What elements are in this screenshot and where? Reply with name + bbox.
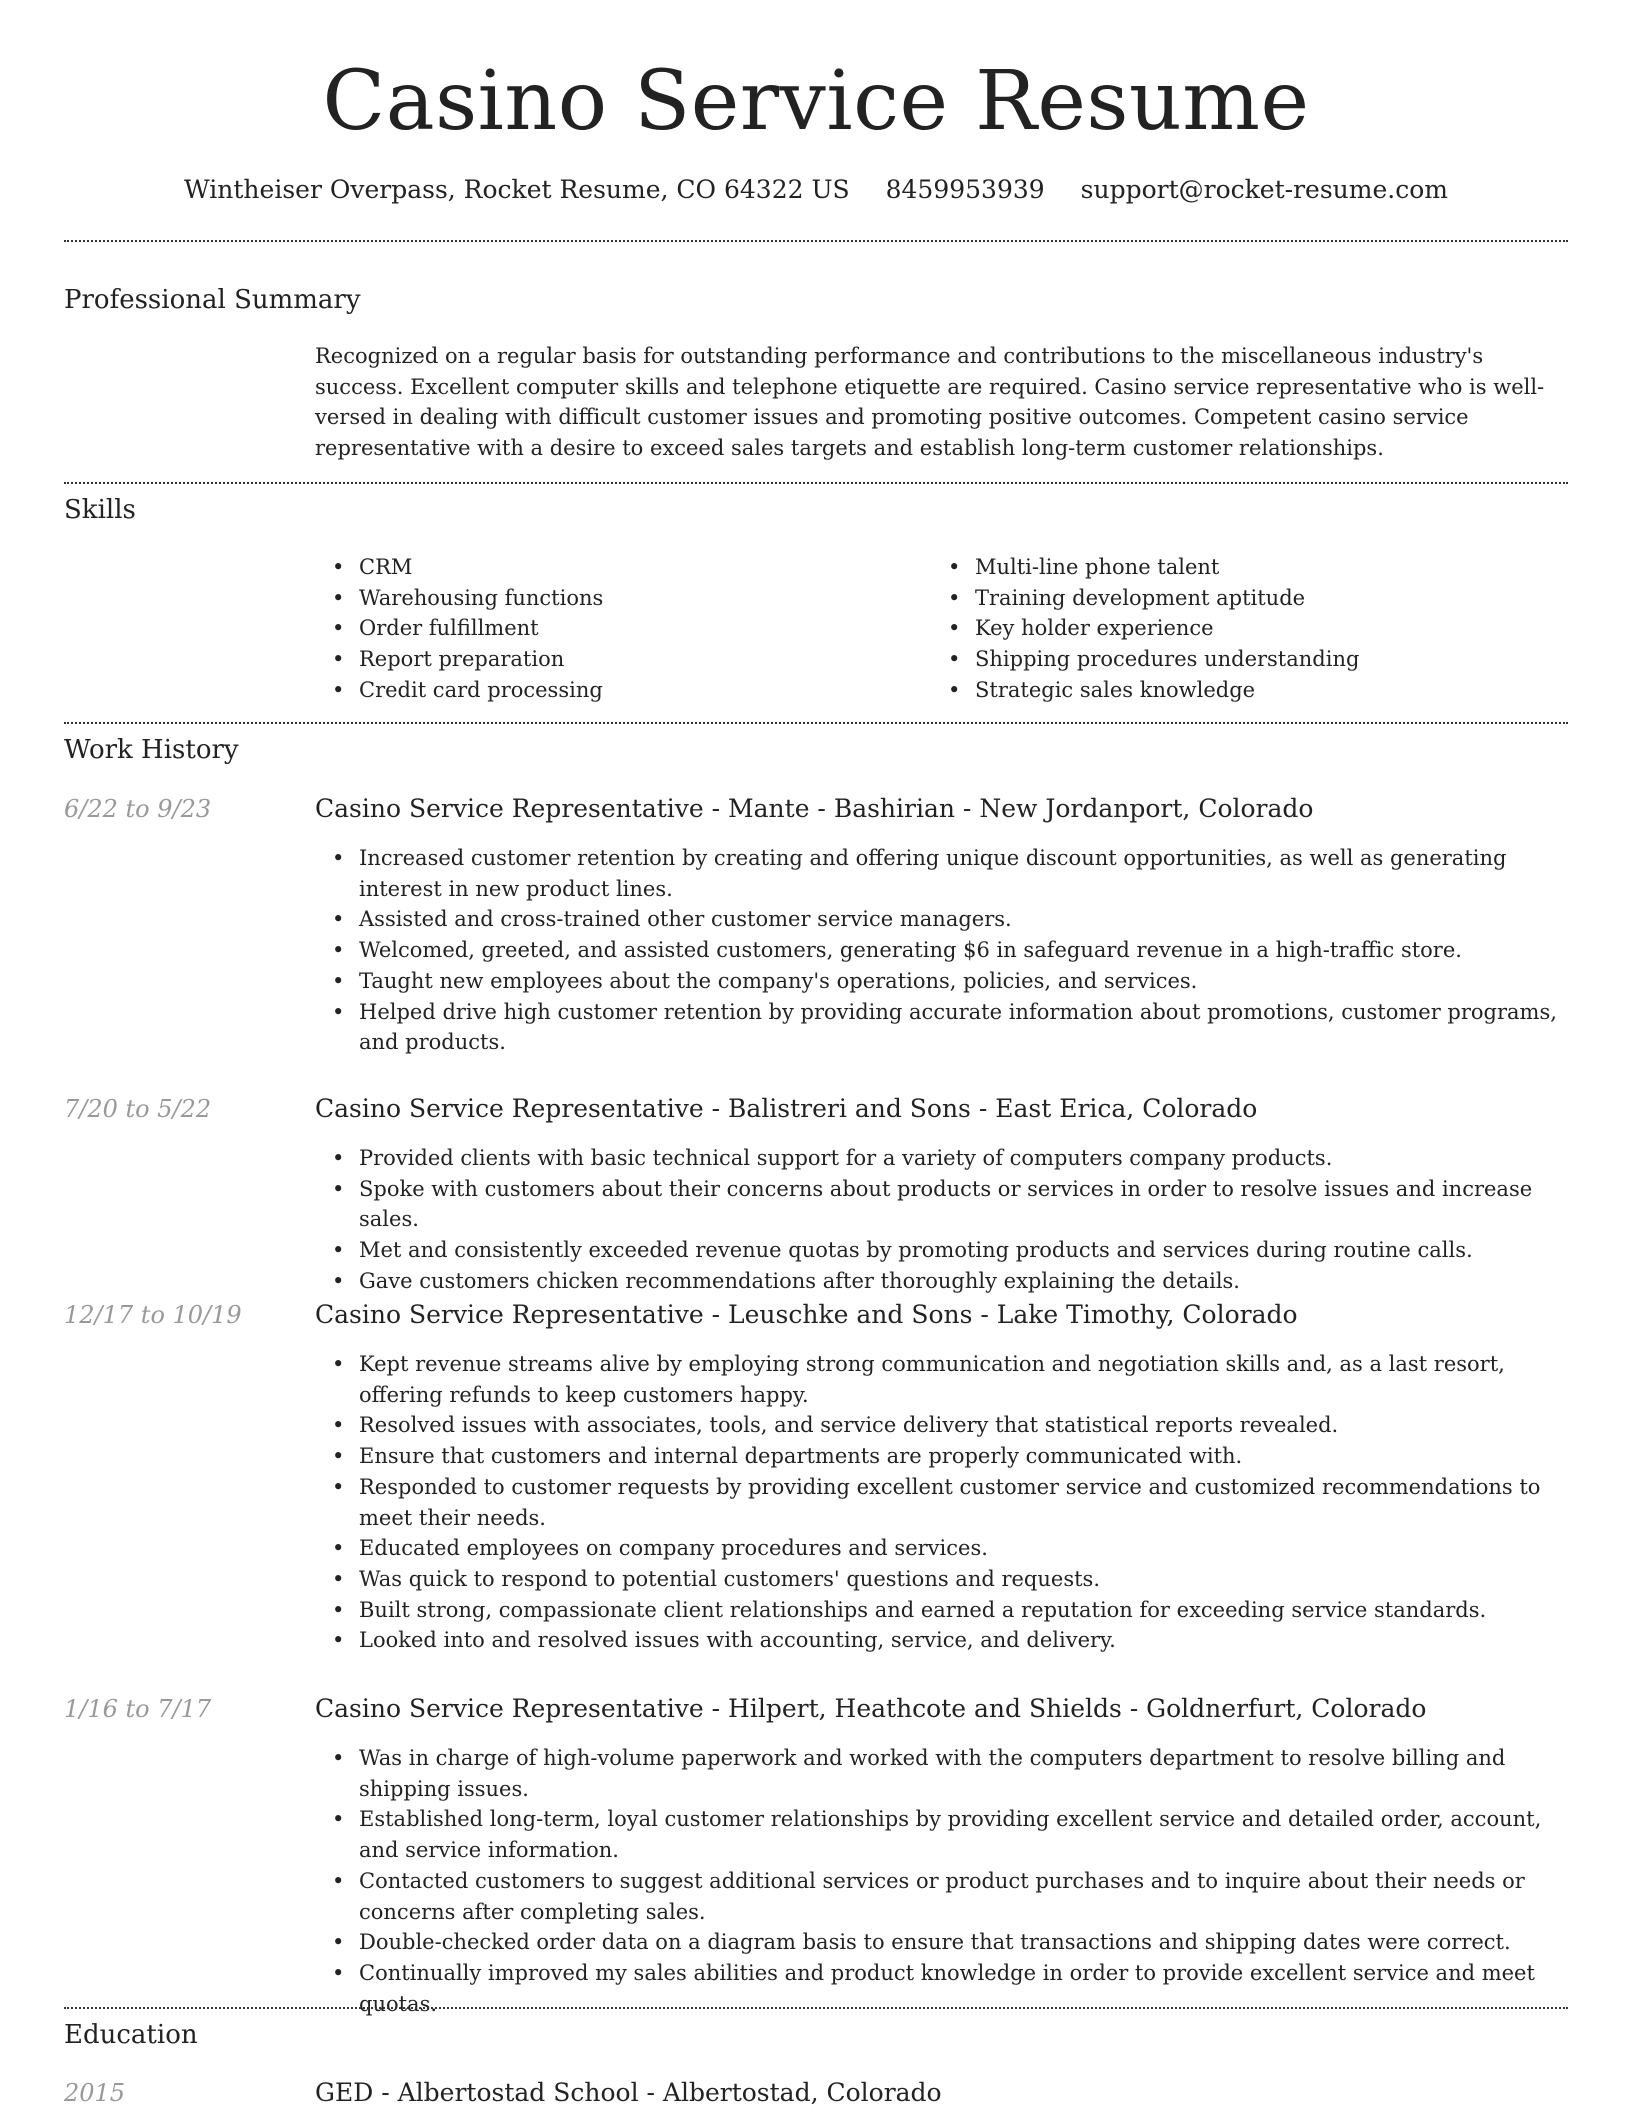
job-bullet: • Was quick to respond to potential customers' questions and requests. bbox=[315, 1564, 1568, 1595]
education-title: GED - Albertostad School - Albertostad, Colorado bbox=[315, 2078, 942, 2107]
skill-item: • Strategic sales knowledge bbox=[931, 675, 1551, 706]
job-bullet: • Educated employees on company procedures and services. bbox=[315, 1533, 1568, 1564]
job-bullet: • Double-checked order data on a diagram basis to ensure that transactions and shipping dates were correct. bbox=[315, 1927, 1568, 1958]
job-bullet: • Taught new employees about the company's operations, policies, and services. bbox=[315, 966, 1568, 997]
job-dates: 1/16 to 7/17 bbox=[64, 1695, 212, 1723]
skill-item: • CRM bbox=[315, 552, 915, 583]
job-bullet: • Assisted and cross-trained other customer service managers. bbox=[315, 904, 1568, 935]
job-bullet: • Met and consistently exceeded revenue quotas by promoting products and services during routine calls. bbox=[315, 1235, 1568, 1266]
resume-title: Casino Service Resume bbox=[322, 54, 1310, 149]
contact-line bbox=[0, 172, 1632, 208]
contact-phone: 8459953939 bbox=[885, 175, 1045, 204]
job-bullet: • Looked into and resolved issues with accounting, service, and delivery. bbox=[315, 1625, 1568, 1656]
divider bbox=[64, 722, 1568, 724]
job-title: Casino Service Representative - Leuschke and Sons - Lake Timothy, Colorado bbox=[315, 1300, 1298, 1329]
divider bbox=[64, 2007, 1568, 2009]
skill-item: • Shipping procedures understanding bbox=[931, 644, 1551, 675]
job-bullet: • Established long-term, loyal customer relationships by providing excellent service and detailed order, account, and service information. bbox=[315, 1804, 1568, 1865]
job-bullets bbox=[315, 843, 1568, 1058]
education-year: 2015 bbox=[64, 2079, 126, 2107]
job-title: Casino Service Representative - Hilpert, Heathcote and Shields - Goldnerfurt, Colorado bbox=[315, 1694, 1427, 1723]
skill-item: • Order fulfillment bbox=[315, 613, 915, 644]
job-dates: 7/20 to 5/22 bbox=[64, 1095, 212, 1123]
job-bullet: • Resolved issues with associates, tools, and service delivery that statistical reports revealed. bbox=[315, 1410, 1568, 1441]
summary-text: Recognized on a regular basis for outstanding performance and contributions to the miscellaneous industry's success. Excellent computer skills and telephone etiquette are required. Casino service representative who is well-versed in dealing with difficult customer issues and promoting positive outcomes. Competent casino service representative with a desire to exceed sales targets and establish long-term customer relationships. bbox=[315, 344, 1545, 461]
contact-email: support@rocket-resume.com bbox=[1080, 175, 1448, 204]
skill-item: • Warehousing functions bbox=[315, 583, 915, 614]
job-title: Casino Service Representative - Mante - Bashirian - New Jordanport, Colorado bbox=[315, 794, 1314, 823]
job-bullet: • Continually improved my sales abilities and product knowledge in order to provide excellent service and meet quotas. bbox=[315, 1958, 1568, 2019]
divider bbox=[64, 482, 1568, 484]
job-bullet: • Gave customers chicken recommendations after thoroughly explaining the details. bbox=[315, 1266, 1568, 1297]
job-bullet: • Helped drive high customer retention by providing accurate information about promotions, customer programs, and products. bbox=[315, 997, 1568, 1058]
section-title-summary: Professional Summary bbox=[64, 285, 361, 315]
section-title-education: Education bbox=[64, 2020, 198, 2050]
contact-address: Wintheiser Overpass, Rocket Resume, CO 64322 US bbox=[184, 175, 850, 204]
job-bullets bbox=[315, 1143, 1568, 1297]
job-bullet: • Provided clients with basic technical support for a variety of computers company products. bbox=[315, 1143, 1568, 1174]
job-bullet: • Ensure that customers and internal departments are properly communicated with. bbox=[315, 1441, 1568, 1472]
job-bullet: • Contacted customers to suggest additional services or product purchases and to inquire about their needs or concerns after completing sales. bbox=[315, 1866, 1568, 1927]
job-bullet: • Built strong, compassionate client relationships and earned a reputation for exceeding service standards. bbox=[315, 1595, 1568, 1626]
job-bullet: • Increased customer retention by creating and offering unique discount opportunities, as well as generating interest in new product lines. bbox=[315, 843, 1568, 904]
section-title-work-history: Work History bbox=[64, 735, 239, 765]
skill-item: • Credit card processing bbox=[315, 675, 915, 706]
section-title-skills: Skills bbox=[64, 495, 136, 525]
job-bullet: • Welcomed, greeted, and assisted customers, generating $6 in safeguard revenue in a high-traffic store. bbox=[315, 935, 1568, 966]
job-bullet: • Responded to customer requests by providing excellent customer service and customized recommendations to meet their needs. bbox=[315, 1472, 1568, 1533]
divider bbox=[64, 240, 1568, 242]
skill-item: • Key holder experience bbox=[931, 613, 1551, 644]
job-bullets bbox=[315, 1349, 1568, 1656]
job-bullet: • Spoke with customers about their concerns about products or services in order to resolve issues and increase sales. bbox=[315, 1174, 1568, 1235]
job-dates: 6/22 to 9/23 bbox=[64, 795, 212, 823]
job-bullet: • Kept revenue streams alive by employing strong communication and negotiation skills and, as a last resort, offering refunds to keep customers happy. bbox=[315, 1349, 1568, 1410]
skill-item: • Report preparation bbox=[315, 644, 915, 675]
skill-item: • Multi-line phone talent bbox=[931, 552, 1551, 583]
job-bullet: • Was in charge of high-volume paperwork and worked with the computers department to resolve billing and shipping issues. bbox=[315, 1743, 1568, 1804]
job-dates: 12/17 to 10/19 bbox=[64, 1301, 242, 1329]
job-bullets bbox=[315, 1743, 1568, 2019]
skills-list-left bbox=[315, 552, 915, 706]
skill-item: • Training development aptitude bbox=[931, 583, 1551, 614]
skills-list-right bbox=[931, 552, 1551, 706]
job-title: Casino Service Representative - Balistreri and Sons - East Erica, Colorado bbox=[315, 1094, 1258, 1123]
